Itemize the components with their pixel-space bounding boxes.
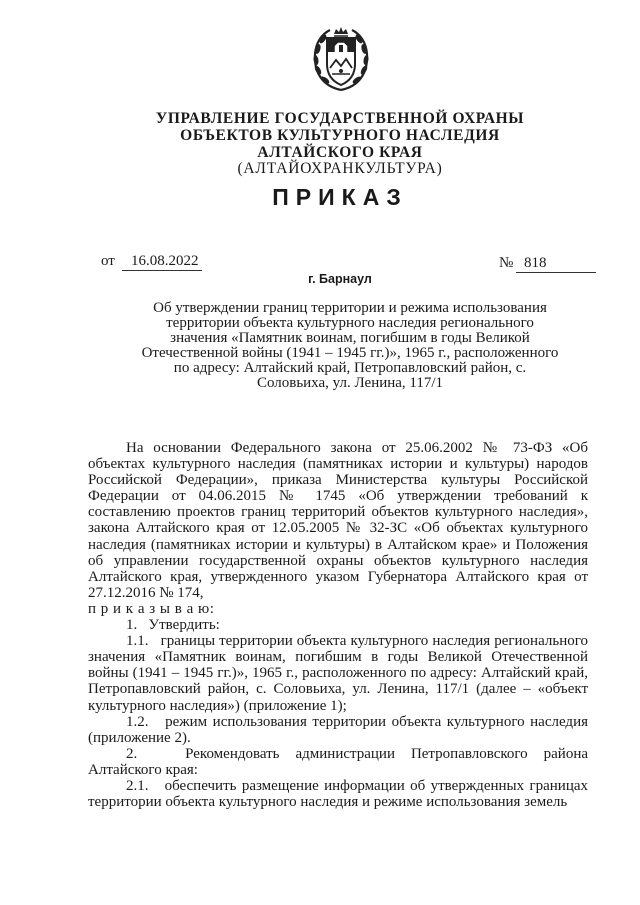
- item-number: 2.: [126, 745, 138, 762]
- org-short-name: (АЛТАЙОХРАНКУЛЬТУРА): [237, 160, 443, 177]
- order-number: 818: [524, 255, 547, 271]
- order-body: [88, 440, 588, 810]
- preamble-paragraph: На основании Федерального закона от 25.06.2002 № 73-ФЗ «Об объектах культурного наследия (памятниках истории и культуры) народов Российской Федерации», приказа Министерства культуры Российской Федерации от 04.06.2015 № 1745 «Об утверждении требований к составлению проектов границ территорий объектов культурного наследия», закона Алтайского края от 12.05.2005 № 32-ЗС «Об объектах культурного наследия (памятниках истории и культуры) в Алтайском крае» и Положения об управлении государственной охраны объектов культурного наследия Алтайского края, утвержденного указом Губернатора Алтайского края от 27.12.2016 № 174,: [88, 440, 588, 601]
- org-name-line-1: УПРАВЛЕНИЕ ГОСУДАРСТВЕННОЙ ОХРАНЫ: [155, 110, 525, 127]
- date-underline: [122, 270, 202, 271]
- item-text: обеспечить размещение информации об утвержденных границах территории объекта культурного наследия и режиме использования земель: [88, 777, 589, 811]
- item-number: 1.: [126, 617, 138, 634]
- item-number: 2.1.: [126, 777, 149, 794]
- item-number: 1.1.: [126, 633, 149, 650]
- list-item: [88, 746, 588, 778]
- document-type-title: ПРИКАЗ: [272, 184, 408, 210]
- order-title: Об утверждении границ территории и режима использования территории объекта культурного наследия регионального значения «Памятник воинам, погибшим в годы Великой Отечественной войны (1941 – 1945 гг.)», 1965 г., расположенного по адресу: Алтайский край, Петропавловский район, с. Соловьиха, ул. Ленина, 117/1: [141, 300, 559, 391]
- list-item: [88, 714, 588, 746]
- item-number: 1.2.: [126, 713, 149, 730]
- item-text: границы территории объекта культурного наследия регионального значения «Памятник воинам, погибшим в годы Великой Отечественной войны (1941 – 1945 гг.)», 1965 г., расположенного по адресу: Алтайский край, Петропавловский район, с. Соловьиха, ул. Ленина, 117/1 (далее – «объект культурного наследия») (приложение 1);: [88, 633, 588, 714]
- date-label: от: [101, 253, 115, 269]
- list-item: [88, 633, 588, 713]
- list-item: [88, 617, 588, 633]
- order-word: п р и к а з ы в а ю:: [88, 600, 215, 617]
- item-text: Рекомендовать администрации Петропавловского района Алтайского края:: [88, 745, 589, 778]
- item-text: Утвердить:: [148, 617, 220, 634]
- item-text: режим использования территории объекта культурного наследия (приложение 2).: [88, 713, 588, 746]
- org-name-line-2: ОБЪЕКТОВ КУЛЬТУРНОГО НАСЛЕДИЯ: [180, 127, 500, 144]
- list-item: [88, 778, 588, 810]
- order-date: 16.08.2022: [131, 253, 199, 269]
- number-label: №: [499, 255, 514, 271]
- altai-krai-coat-of-arms-icon: [308, 24, 374, 94]
- org-name-line-3: АЛТАЙСКОГО КРАЯ: [257, 144, 423, 161]
- city-name: г. Барнаул: [308, 272, 372, 286]
